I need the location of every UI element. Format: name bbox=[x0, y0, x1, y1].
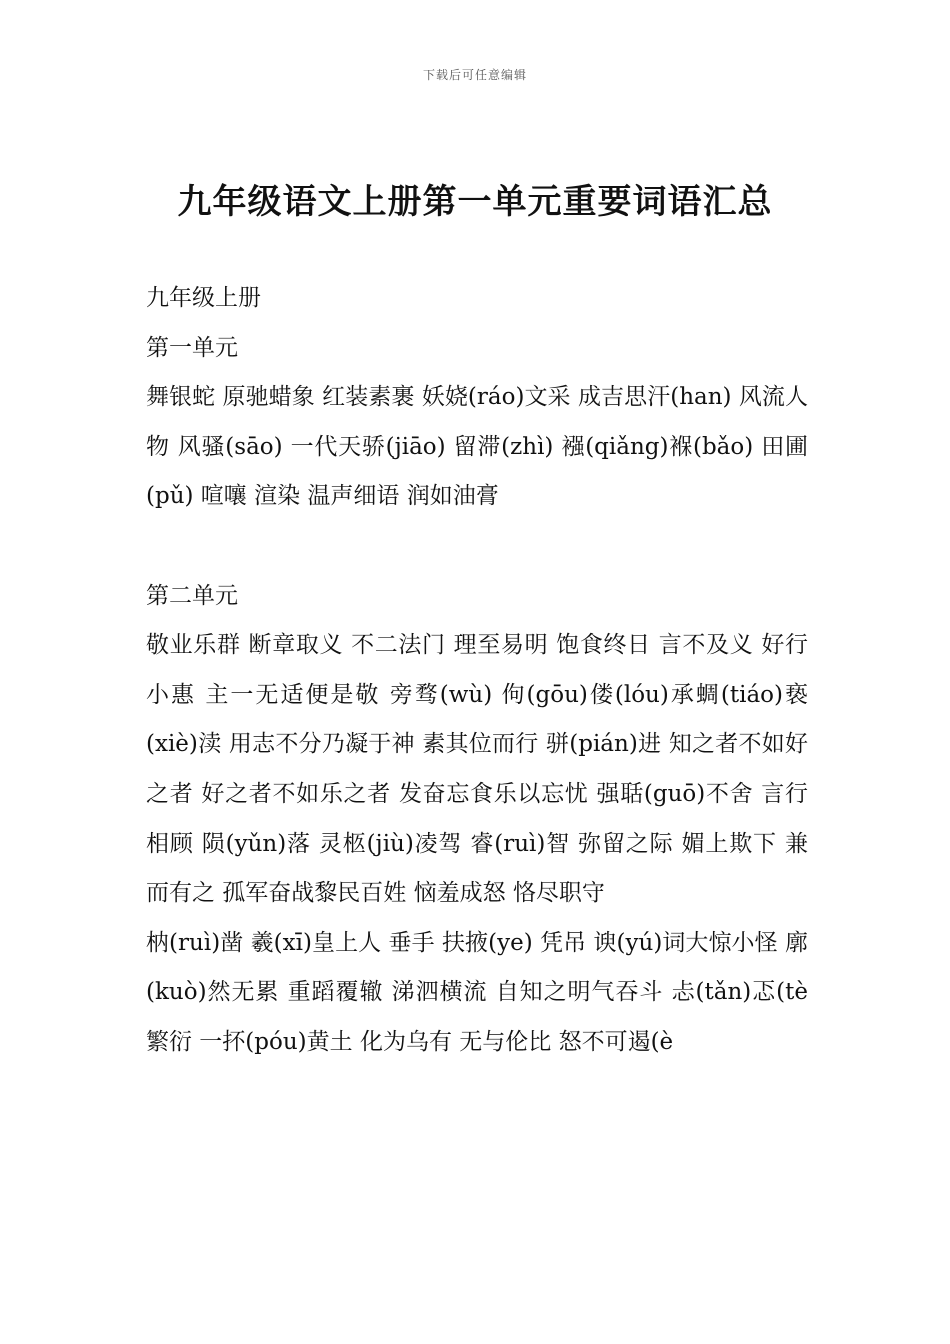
unit1-heading: 第一单元 bbox=[146, 334, 238, 361]
grade-label: 九年级上册 bbox=[146, 285, 261, 311]
document-body bbox=[146, 274, 808, 1068]
unit2-vocabulary-1: 敬业乐群 断章取义 不二法门 理至易明 饱食终日 言不及义 好行小惠 主一无适便是敬 旁骛(wù) 佝(gōu)偻(lóu)承蜩(tiáo)亵(xiè)渎 用志不分乃凝于神 素其位而行 骈(pián)进 知之者不如好之者 好之者不如乐之者 发奋忘食乐以忘忧 强聒(guō)不舍 言行相顾 陨(yǔn)落 灵柩(jiù)凌驾 睿(ruì)智 弥留之际 媚上欺下 兼而有之 孤军奋战黎民百姓 恼羞成怒 恪尽职守 bbox=[146, 632, 808, 907]
header-note: 下载后可任意编辑 bbox=[422, 68, 527, 82]
unit2-vocabulary-2: 枘(ruì)凿 羲(xī)皇上人 垂手 扶掖(ye) 凭吊 谀(yú)词大惊小怪 廓(kuò)然无累 重蹈覆辙 涕泗横流 自知之明气吞斗 忐(tǎn)忑(tè 繁衍 一抔(póu)黄土 化为乌有 无与伦比 怒不可遏(è bbox=[146, 929, 808, 1055]
blank-line bbox=[146, 522, 808, 572]
unit2-heading: 第二单元 bbox=[146, 582, 238, 609]
unit1-vocabulary: 舞银蛇 原驰蜡象 红装素裹 妖娆(ráo)文采 成吉思汗(han) 风流人物 风骚(sāo) 一代天骄(jiāo) 留滞(zhì) 襁(qiǎng)褓(bǎo) 田圃(pǔ) 喧嚷 渲染 温声细语 润如油膏 bbox=[146, 384, 808, 510]
document-title: 九年级语文上册第一单元重要词语汇总 bbox=[177, 182, 773, 222]
